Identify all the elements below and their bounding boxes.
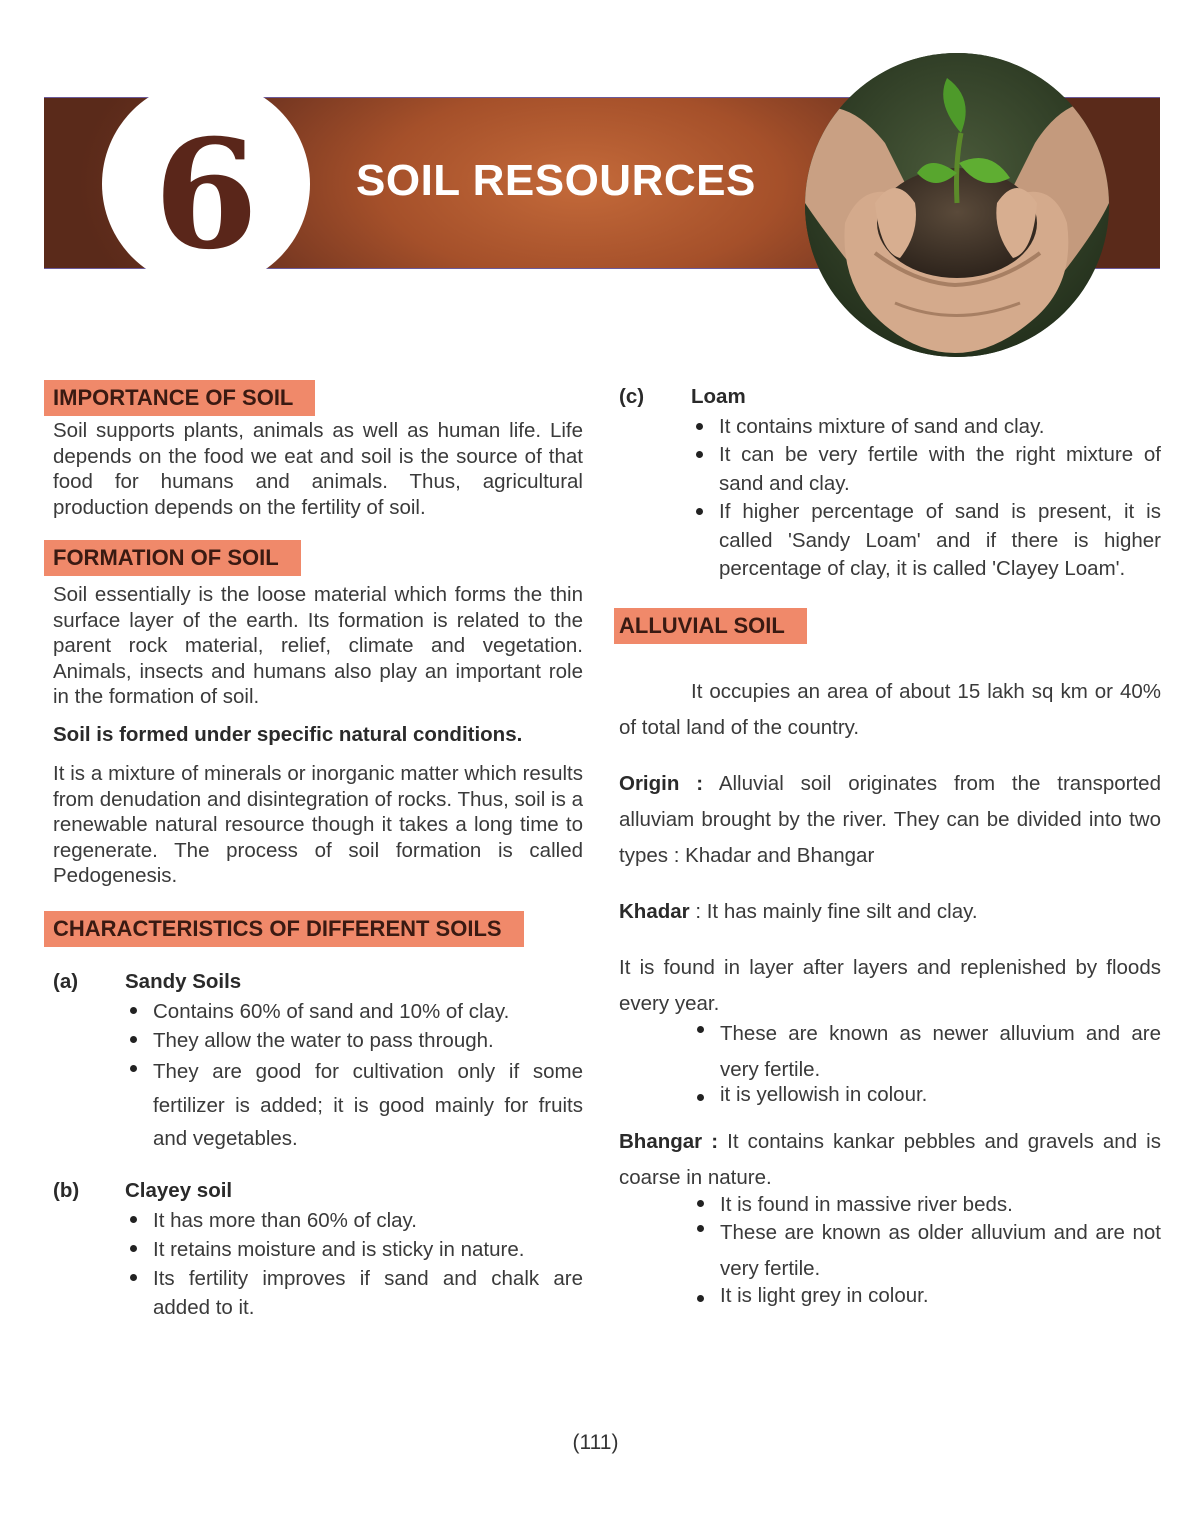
clayey-soil-subheading bbox=[53, 1178, 583, 1204]
list-item: It contains mixture of sand and clay. bbox=[691, 413, 1161, 442]
list-item: It retains moisture and is sticky in nature. bbox=[125, 1235, 583, 1264]
formation-paragraph-2: It is a mixture of minerals or inorganic matter which results from denudation and disintegration of rocks. Thus, soil is a renewable natural resource though it takes a long time to regenerate. The process of soil formation is called Pedogenesis. bbox=[53, 762, 583, 887]
list-item: It is light grey in colour. bbox=[692, 1285, 1161, 1307]
bhangar-label: Bhangar : bbox=[619, 1129, 719, 1153]
list-item: Contains 60% of sand and 10% of clay. bbox=[125, 997, 583, 1026]
found-paragraph: It is found in layer after layers and replenished by floods every year. bbox=[619, 955, 1161, 1015]
origin-text: Alluvial soil originates from the transported alluviam brought by the river. They can be divided into two types : Khadar and Bhangar bbox=[619, 771, 1161, 867]
sandy-label: (a) bbox=[53, 969, 79, 993]
clayey-label: (b) bbox=[53, 1178, 80, 1202]
chapter-title: SOIL RESOURCES bbox=[356, 156, 756, 205]
chapter-number-circle bbox=[102, 80, 310, 288]
right-column bbox=[619, 384, 1161, 1307]
loam-title: Loam bbox=[691, 385, 746, 408]
importance-paragraph: Soil supports plants, animals as well as human life. Life depends on the food we eat and soil is the source of that food for humans and animals. Thus, agricultural production depends on the fertility of soil. bbox=[53, 419, 583, 519]
list-item: Its fertility improves if sand and chalk are added to it. bbox=[125, 1264, 583, 1322]
sandy-soils-subheading bbox=[53, 969, 583, 995]
sandy-points bbox=[53, 997, 583, 1156]
bhangar-points bbox=[619, 1190, 1161, 1307]
page-number: (111) bbox=[572, 1431, 619, 1454]
heading-importance-of-soil: IMPORTANCE OF SOIL bbox=[44, 380, 315, 416]
bhangar-text: It contains kankar pebbles and gravels and is coarse in nature. bbox=[619, 1129, 1161, 1189]
origin-paragraph bbox=[619, 766, 1161, 874]
khadar-text: : It has mainly fine silt and clay. bbox=[695, 899, 978, 923]
formation-paragraph: Soil essentially is the loose material which forms the thin surface layer of the earth. Its formation is related to the parent rock material, relief, climate and vegetation. Animals, insects and humans also play an important role in the formation of soil. bbox=[53, 583, 583, 708]
list-item: it is yellowish in colour. bbox=[692, 1084, 1161, 1106]
heading-alluvial-soil: ALLUVIAL SOIL bbox=[614, 608, 807, 644]
loam-points bbox=[619, 413, 1161, 584]
origin-label: Origin : bbox=[619, 771, 704, 795]
heading-formation-of-soil: FORMATION OF SOIL bbox=[44, 540, 301, 576]
clayey-points bbox=[53, 1206, 583, 1322]
alluvial-intro: It occupies an area of about 15 lakh sq km or 40% of total land of the country. bbox=[619, 679, 1161, 739]
list-item: These are known as older alluvium and are not very fertile. bbox=[692, 1215, 1161, 1287]
list-item: They allow the water to pass through. bbox=[125, 1026, 583, 1055]
clayey-title: Clayey soil bbox=[125, 1178, 233, 1202]
khadar-points bbox=[619, 1016, 1161, 1106]
heading-characteristics: CHARACTERISTICS OF DIFFERENT SOILS bbox=[44, 911, 524, 947]
left-column bbox=[53, 380, 583, 1322]
formation-bold-line: Soil is formed under specific natural conditions. bbox=[53, 722, 523, 746]
list-item: These are known as newer alluvium and are very fertile. bbox=[692, 1016, 1161, 1088]
list-item: It has more than 60% of clay. bbox=[125, 1206, 583, 1235]
sandy-title: Sandy Soils bbox=[125, 969, 242, 993]
bhangar-paragraph bbox=[619, 1124, 1161, 1196]
list-item: It can be very fertile with the right mixture of sand and clay. bbox=[691, 441, 1161, 498]
list-item: If higher percentage of sand is present, it is called 'Sandy Loam' and if there is higher percentage of clay, it is called 'Clayey Loam'. bbox=[691, 498, 1161, 584]
chapter-number: 6 bbox=[153, 107, 259, 283]
hands-holding-soil-image bbox=[805, 53, 1109, 357]
loam-subheading bbox=[619, 384, 1161, 410]
list-item: It is found in massive river beds. bbox=[692, 1190, 1161, 1219]
khadar-label: Khadar bbox=[619, 899, 690, 923]
loam-label: (c) bbox=[619, 385, 645, 408]
hands-soil-illustration bbox=[805, 53, 1109, 357]
list-item: They are good for cultivation only if some fertilizer is added; it is good mainly for fruits and vegetables. bbox=[125, 1055, 583, 1156]
khadar-paragraph bbox=[619, 894, 1161, 930]
